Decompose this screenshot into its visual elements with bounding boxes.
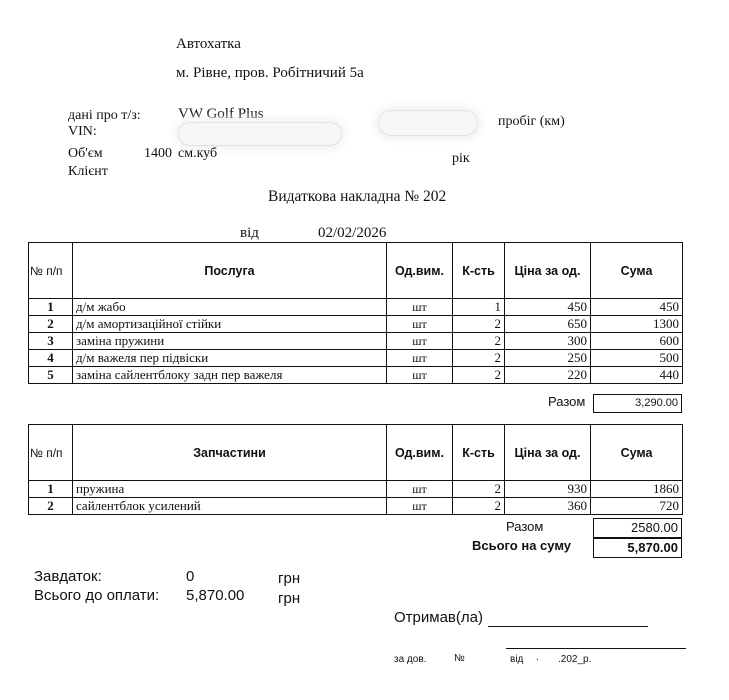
header-sum: Сума: [591, 425, 683, 481]
header-service: Послуга: [73, 243, 387, 299]
row-qty: 2: [453, 333, 505, 350]
header-sum: Сума: [591, 243, 683, 299]
row-price: 650: [505, 316, 591, 333]
row-sum: 440: [591, 367, 683, 384]
header-parts: Запчастини: [73, 425, 387, 481]
row-unit: шт: [387, 481, 453, 498]
row-sum: 720: [591, 498, 683, 515]
row-number: 2: [29, 498, 73, 515]
row-sum: 450: [591, 299, 683, 316]
redacted-vin: [178, 122, 342, 146]
received-label: Отримав(ла): [394, 609, 483, 626]
deposit-value: 0: [186, 568, 195, 585]
row-unit: шт: [387, 498, 453, 515]
row-qty: 2: [453, 498, 505, 515]
row-name: д/м амортизаційної стійки: [73, 316, 387, 333]
parts-total: 2580.00: [593, 518, 682, 538]
deposit-label: Завдаток:: [34, 568, 102, 585]
date-dot: .: [536, 652, 539, 663]
row-price: 300: [505, 333, 591, 350]
invoice-date: 02/02/2026: [318, 225, 387, 241]
number-sign: №: [454, 653, 465, 664]
header-number: № п/п: [29, 243, 73, 299]
vehicle-model: VW Golf Plus: [178, 106, 264, 122]
row-name: сайлентблок усилений: [73, 498, 387, 515]
row-number: 4: [29, 350, 73, 367]
parts-total-label: Разом: [506, 519, 544, 534]
row-unit: шт: [387, 367, 453, 384]
row-number: 3: [29, 333, 73, 350]
date-label: від: [240, 225, 259, 241]
row-price: 930: [505, 481, 591, 498]
row-unit: шт: [387, 299, 453, 316]
header-price: Ціна за од.: [505, 425, 591, 481]
row-price: 450: [505, 299, 591, 316]
row-name: пружина: [73, 481, 387, 498]
volume-value: 1400: [144, 146, 172, 161]
vehicle-info-label: дані про т/з:: [68, 108, 141, 123]
redacted-plate: [378, 110, 478, 136]
row-number: 5: [29, 367, 73, 384]
table-row: [29, 299, 683, 316]
row-sum: 500: [591, 350, 683, 367]
received-signature-line: [488, 626, 648, 627]
header-qty: К-сть: [453, 243, 505, 299]
row-unit: шт: [387, 333, 453, 350]
row-name: д/м важеля пер підвіски: [73, 350, 387, 367]
row-unit: шт: [387, 350, 453, 367]
row-number: 2: [29, 316, 73, 333]
header-price: Ціна за од.: [505, 243, 591, 299]
volume-label: Об'єм: [68, 146, 103, 161]
row-number: 1: [29, 481, 73, 498]
row-name: д/м жабо: [73, 299, 387, 316]
row-sum: 1300: [591, 316, 683, 333]
deposit-currency: грн: [278, 570, 301, 587]
row-sum: 600: [591, 333, 683, 350]
row-qty: 2: [453, 350, 505, 367]
services-total-label: Разом: [548, 394, 586, 409]
table-row: [29, 481, 683, 498]
row-qty: 2: [453, 367, 505, 384]
services-table: [28, 242, 683, 384]
header-unit: Од.вим.: [387, 243, 453, 299]
row-unit: шт: [387, 316, 453, 333]
company-address: м. Рівне, пров. Робітничий 5а: [176, 65, 364, 81]
row-sum: 1860: [591, 481, 683, 498]
table-row: [29, 333, 683, 350]
row-qty: 2: [453, 316, 505, 333]
row-qty: 2: [453, 481, 505, 498]
services-total: 3,290.00: [593, 394, 682, 413]
year-suffix: .202_р.: [558, 654, 592, 665]
header-unit: Од.вим.: [387, 425, 453, 481]
year-label: рік: [452, 151, 470, 166]
company-name: Автохатка: [176, 36, 241, 52]
volume-unit: см.куб: [178, 146, 218, 161]
amount-due-value: 5,870.00: [186, 587, 245, 604]
row-qty: 1: [453, 299, 505, 316]
vin-label: VIN:: [68, 124, 97, 139]
invoice-title: Видаткова накладна № 202: [268, 188, 447, 205]
table-row: [29, 316, 683, 333]
grand-total: 5,870.00: [593, 538, 682, 558]
table-row: [29, 498, 683, 515]
power-of-attorney-label: за дов.: [394, 654, 427, 665]
amount-due-currency: грн: [278, 590, 301, 607]
mileage-label: пробіг (км): [498, 114, 565, 129]
parts-table: [28, 424, 683, 515]
row-price: 360: [505, 498, 591, 515]
amount-due-label: Всього до оплати:: [34, 587, 160, 604]
table-row: [29, 350, 683, 367]
header-number: № п/п: [29, 425, 73, 481]
row-price: 250: [505, 350, 591, 367]
row-name: заміна пружини: [73, 333, 387, 350]
client-label: Клієнт: [68, 164, 108, 179]
row-number: 1: [29, 299, 73, 316]
row-price: 220: [505, 367, 591, 384]
from-label: від: [510, 654, 524, 665]
header-qty: К-сть: [453, 425, 505, 481]
table-row: [29, 367, 683, 384]
row-name: заміна сайлентблоку задн пер важеля: [73, 367, 387, 384]
grand-total-label: Всього на суму: [472, 538, 572, 553]
signature-line: [506, 648, 686, 649]
